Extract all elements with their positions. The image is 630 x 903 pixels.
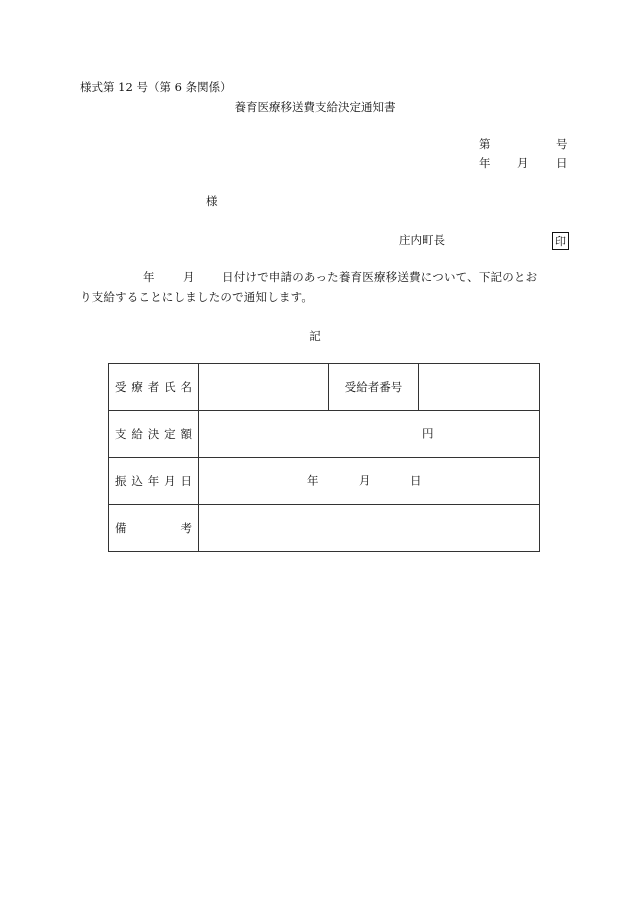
form-number: 様式第 12 号（第 6 条関係） <box>80 80 232 94</box>
remarks-label: 備考 <box>109 505 199 552</box>
body-line-1 <box>0 272 630 286</box>
document-title: 養育医療移送費支給決定通知書 <box>234 100 396 114</box>
reference-dai: 第 <box>479 137 491 151</box>
issue-date-day: 日 <box>556 156 568 170</box>
amount-label: 支給決定額 <box>109 411 199 458</box>
detail-table <box>108 363 540 552</box>
transfer-day: 日 <box>410 473 422 488</box>
seal-mark: 印 <box>552 232 569 250</box>
recipient-number-field[interactable] <box>419 364 540 411</box>
recipient-honorific: 様 <box>206 194 218 208</box>
amount-field[interactable] <box>199 411 540 458</box>
table-row <box>109 458 540 505</box>
transfer-month: 月 <box>359 473 371 488</box>
remarks-field[interactable] <box>199 505 540 552</box>
amount-unit: 円 <box>422 426 434 441</box>
table-row <box>109 505 540 552</box>
transfer-date-field[interactable] <box>199 458 540 505</box>
body-line-2: り支給することにしましたので通知します。 <box>80 290 314 304</box>
patient-name-field[interactable] <box>199 364 329 411</box>
patient-name-label: 受療者氏名 <box>109 364 199 411</box>
table-row <box>109 411 540 458</box>
body-year: 年 <box>143 270 155 284</box>
reference-go: 号 <box>556 137 568 151</box>
ki-heading: 記 <box>309 329 321 343</box>
issue-date-year: 年 <box>479 156 491 170</box>
recipient-number-label: 受給者番号 <box>329 364 419 411</box>
body-line-1-text: 日付けで申請のあった養育医療移送費について、下記のとお <box>222 270 538 284</box>
issuer-name: 庄内町長 <box>399 233 445 247</box>
issue-date-month: 月 <box>517 156 529 170</box>
table-row <box>109 364 540 411</box>
body-month: 月 <box>183 270 195 284</box>
transfer-year: 年 <box>307 473 319 488</box>
transfer-date-label: 振込年月日 <box>109 458 199 505</box>
